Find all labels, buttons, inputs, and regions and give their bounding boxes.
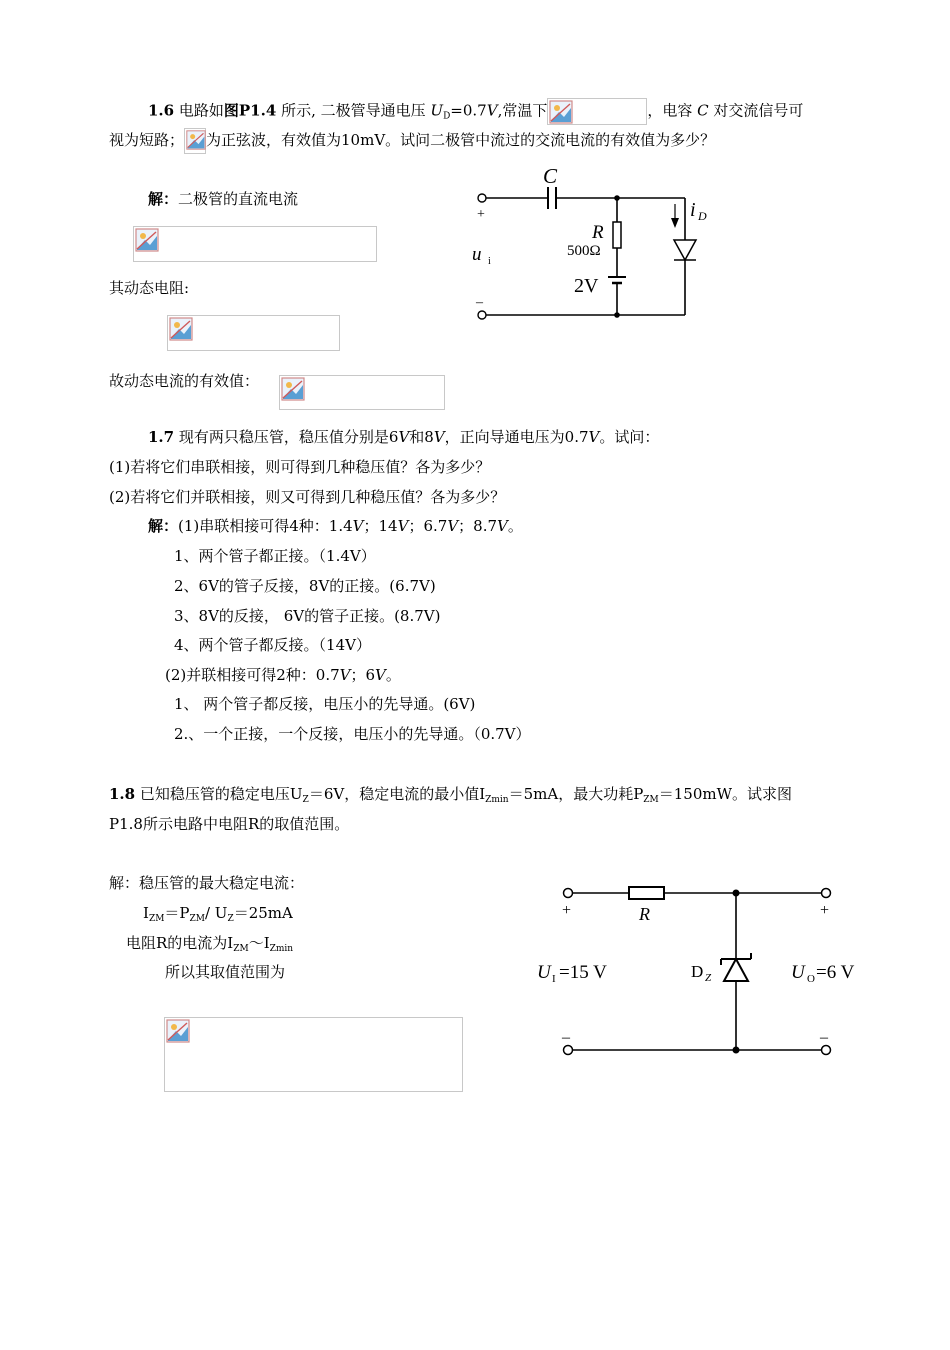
label-uo: U <box>791 962 805 983</box>
p17-answer-4: 4、两个管子都反接。（14V） <box>174 636 371 654</box>
label-minus-left: – <box>562 1029 570 1046</box>
formula-image-placeholder <box>164 1017 463 1092</box>
broken-image-icon <box>186 130 206 150</box>
p16-line2: 视为短路； 为正弦波，有效值为10mV。试问二极管中流过的交流电流的有效值为多少？ <box>109 128 715 154</box>
broken-image-icon <box>549 100 573 124</box>
junction-dot <box>614 312 620 318</box>
p18-solution: 解：稳压管的最大稳定电流： <box>109 874 305 892</box>
label-r: R <box>592 222 604 243</box>
p17-answer-1: 1、两个管子都正接。（1.4V） <box>174 547 376 565</box>
label-plus-right: + <box>820 902 830 919</box>
label-uo-sub: O <box>807 973 815 985</box>
p17-answer-b2: 2.、一个正接，一个反接，电压小的先导通。（0.7V） <box>174 725 531 743</box>
formula-image-placeholder <box>279 375 445 410</box>
circuit-diagram-p1-8 <box>530 870 875 1070</box>
formula-image-placeholder <box>547 98 647 125</box>
broken-image-icon <box>281 377 305 401</box>
label-ui: u <box>472 244 482 265</box>
label-ui-value: =15 V <box>559 962 607 983</box>
label-ui-sub: I <box>552 973 556 985</box>
label-minus: – <box>476 295 483 310</box>
label-dz: D <box>691 962 704 981</box>
p16-dynamic-resistance: 其动态电阻: <box>109 279 190 297</box>
label-ui-sub: i <box>488 256 491 267</box>
broken-image-icon <box>166 1019 190 1043</box>
terminal-icon <box>564 889 573 898</box>
circuit-diagram-p1-4 <box>460 160 740 330</box>
p17-solution-1: 解：(1)串联相接可得4种：1.4V；14V；6.7V；8.7V。 <box>148 517 523 535</box>
label-2v: 2V <box>574 275 599 297</box>
formula-image-placeholder <box>184 128 206 154</box>
label-plus-left: + <box>562 902 572 919</box>
broken-image-icon <box>135 228 159 252</box>
terminal-icon <box>564 1046 573 1055</box>
p17-answer-3: 3、8V的反接， 6V的管子正接。(8.7V) <box>174 607 441 625</box>
junction-dot <box>614 195 620 201</box>
p17-answer-2: 2、6V的管子反接，8V的正接。(6.7V) <box>174 577 436 595</box>
p17-solution-2: (2)并联相接可得2种：0.7V；6V。 <box>165 666 401 684</box>
junction-dot <box>733 890 740 897</box>
p18-line1: 1.8 已知稳压管的稳定电压$U_Z=6V$，稳定电流的最小值$I_{Zmin}=5mA$，最大功耗$P_{ZM}=150mW$。试求图 <box>109 785 793 805</box>
current-arrow-icon <box>671 218 679 228</box>
terminal-icon <box>822 1046 831 1055</box>
p18-line2: P1.8所示电路中电阻R的取值范围。 <box>109 815 350 833</box>
label-r-value: 500Ω <box>567 243 601 259</box>
p16-line1: 1.6 电路如图P1.4 所示, 二极管导通电压 $U_D=0.7V$,常温下 ，电容 C 对交流信号可 <box>148 98 803 125</box>
formula-image-placeholder <box>167 315 340 351</box>
formula-image-placeholder <box>133 226 377 262</box>
p17-answer-b1: 1、 两个管子都反接，电压小的先导通。(6V) <box>174 695 476 713</box>
p18-eq-1: $I_{ZM}=P_{ZM}/$ $U_Z=25mA$ <box>143 904 293 924</box>
terminal-icon <box>822 889 831 898</box>
broken-image-icon <box>169 317 193 341</box>
label-c: C <box>543 164 558 188</box>
p16-effective: 故动态电流的有效值： <box>109 372 260 390</box>
label-dz-sub: Z <box>705 972 712 984</box>
label-r: R <box>639 904 650 924</box>
p17-question-1: (1)若将它们串联相接，则可得到几种稳压值？各为多少？ <box>109 458 491 476</box>
p17-line1: 1.7 现有两只稳压管，稳压值分别是6V和8V，正向导通电压为0.7V。试问： <box>148 428 660 446</box>
p18-range-text: 所以其取值范围为 <box>165 963 286 981</box>
terminal-icon <box>478 194 486 202</box>
junction-dot <box>733 1047 740 1054</box>
label-id-sub: D <box>698 209 707 223</box>
label-minus-right: – <box>820 1029 828 1046</box>
p18-eq-2: 电阻R的电流为$I_{ZM}\sim I_{Zmin}$ <box>126 934 294 954</box>
p17-question-2: (2)若将它们并联相接，则又可得到几种稳压值？各为多少？ <box>109 488 506 506</box>
terminal-icon <box>478 311 486 319</box>
label-id: i <box>690 199 696 221</box>
label-uo-value: =6 V <box>816 962 855 983</box>
label-plus: + <box>477 207 485 222</box>
label-ui: U <box>537 962 551 983</box>
p16-solution: 解：二极管的直流电流 <box>148 190 299 208</box>
